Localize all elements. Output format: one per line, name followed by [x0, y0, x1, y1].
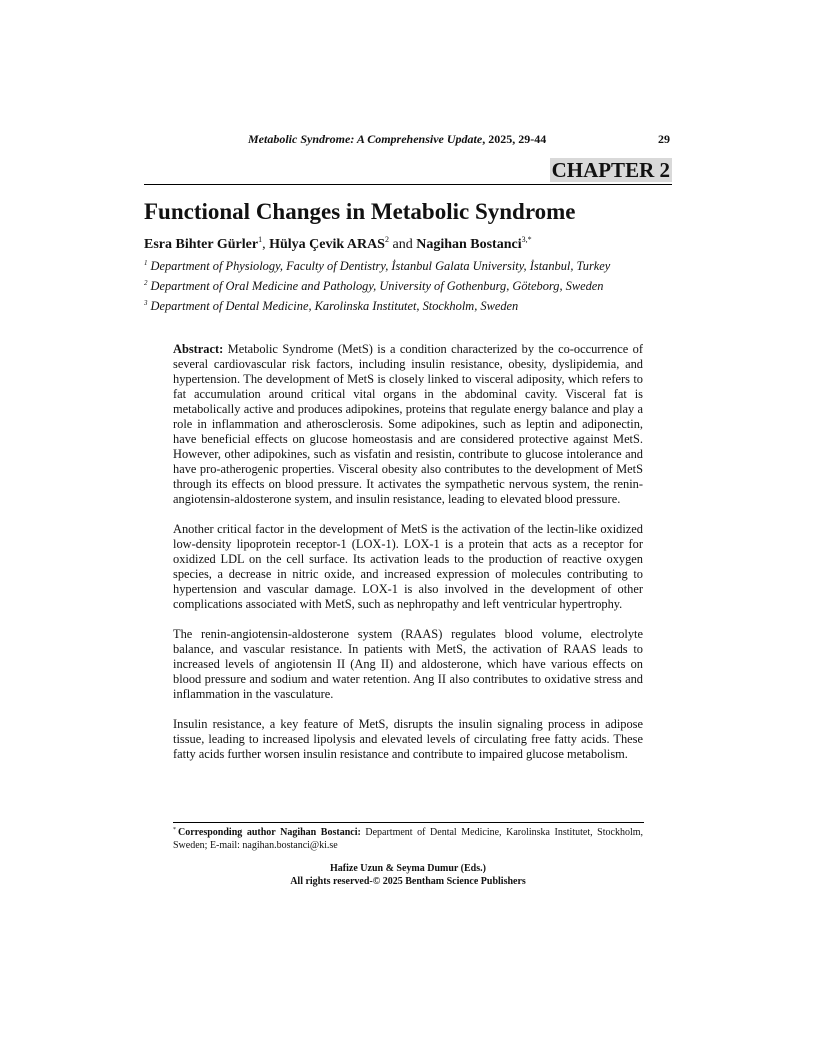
- author-name: Esra Bihter Gürler: [144, 237, 259, 252]
- abstract-text: Metabolic Syndrome (MetS) is a condition characterized by the co-occurrence of several cardiovascular risk factors, including insulin resistance, obesity, dyslipidemia, and hypertension. The development of MetS is closely linked to visceral adiposity, which refers to fat accumulation around critical vital organs in the abdominal cavity. Visceral fat is metabolically active and produces adipokines, proteins that regulate energy balance and play a role in inflammation and atherosclerosis. Some adipokines, such as leptin and adiponectin, have beneficial effects on glucose homeostasis and are considered protective against MetS. However, other adipokines, such as visfatin and resistin, contribute to glucose intolerance and have pro-atherogenic properties. Visceral obesity also contributes to the development of MetS through its effects on blood pressure. It activates the sympathetic nervous system, the renin-angiotensin-aldosterone system, and insulin resistance, leading to elevated blood pressure.: [173, 342, 643, 506]
- editors-line: Hafize Uzun & Seyma Dumur (Eds.): [330, 863, 486, 874]
- author-affiliation-mark: 3,*: [521, 235, 532, 244]
- journal-title: Metabolic Syndrome: A Comprehensive Update: [248, 132, 483, 146]
- abstract-paragraph: Insulin resistance, a key feature of MetS, disrupts the insulin signaling process in adipose tissue, leading to increased lipolysis and elevated levels of circulating free fatty acids. These fatty acids further worsen insulin resistance and contribute to impaired glucose metabolism.: [173, 717, 643, 761]
- affiliation: [144, 298, 684, 314]
- journal-citation: [248, 132, 546, 147]
- abstract-paragraph: [173, 342, 643, 507]
- affiliation: [144, 278, 684, 294]
- author-affiliation-mark: 1: [258, 235, 263, 244]
- footnote-label: Corresponding author Nagihan Bostanci:: [178, 827, 361, 838]
- corresponding-author-footnote: [173, 826, 643, 852]
- affiliation-text: Department of Dental Medicine, Karolinska Institutet, Stockholm, Sweden: [150, 299, 519, 313]
- footnote-divider: [173, 822, 644, 823]
- rights-line: All rights reserved-© 2025 Bentham Science Publishers: [290, 876, 526, 887]
- footnote-text: Department of Dental Medicine, Karolinska Institutet, Stockholm, Sweden; E-mail: nagihan.bostanci@ki.se: [173, 827, 643, 851]
- paper-title: Functional Changes in Metabolic Syndrome: [144, 199, 576, 224]
- footnote-mark: *: [173, 827, 176, 833]
- chapter-label: CHAPTER 2: [551, 158, 670, 182]
- author-name: Hülya Çevik ARAS: [269, 237, 385, 252]
- affiliation-text: Department of Physiology, Faculty of Dentistry, İstanbul Galata University, İstanbul, Turkey: [150, 259, 611, 273]
- author-affiliation-mark: 2: [384, 235, 389, 244]
- affiliation: [144, 258, 684, 274]
- affiliation-mark: 3: [144, 299, 148, 307]
- abstract-paragraph: The renin-angiotensin-aldosterone system (RAAS) regulates blood volume, electrolyte balance, and vascular resistance. In patients with MetS, the activation of RAAS leads to increased levels of angiotensin II (Ang II) and aldosterone, which have various effects on blood pressure and sodium and water retention. Ang II also contributes to oxidative stress and inflammation in the vasculature.: [173, 627, 643, 701]
- page-number: 29: [658, 132, 670, 146]
- author-separator: and: [388, 237, 417, 252]
- abstract-label: Abstract:: [173, 342, 224, 356]
- abstract: [173, 342, 643, 777]
- journal-year-pages: , 2025, 29-44: [482, 132, 547, 146]
- abstract-paragraph: Another critical factor in the development of MetS is the activation of the lectin-like oxidized low-density lipoprotein receptor-1 (LOX-1). LOX-1 is a protein that acts as a receptor for oxidized LDL on the cell surface. Its activation leads to the production of reactive oxygen species, a decrease in nitric oxide, and increased expression of molecules contributing to hypertension and vascular damage. LOX-1 is also involved in the development of other complications associated with MetS, such as nephropathy and left ventricular hypertrophy.: [173, 522, 643, 611]
- author-name: Nagihan Bostanci: [416, 237, 522, 252]
- affiliation-mark: 1: [144, 259, 148, 267]
- chapter-banner: [144, 158, 672, 185]
- publisher-block: [144, 862, 672, 888]
- affiliation-mark: 2: [144, 279, 148, 287]
- author-list: [144, 236, 684, 254]
- author-separator: ,: [262, 237, 270, 252]
- affiliation-text: Department of Oral Medicine and Pathology, University of Gothenburg, Göteborg, Sweden: [150, 279, 604, 293]
